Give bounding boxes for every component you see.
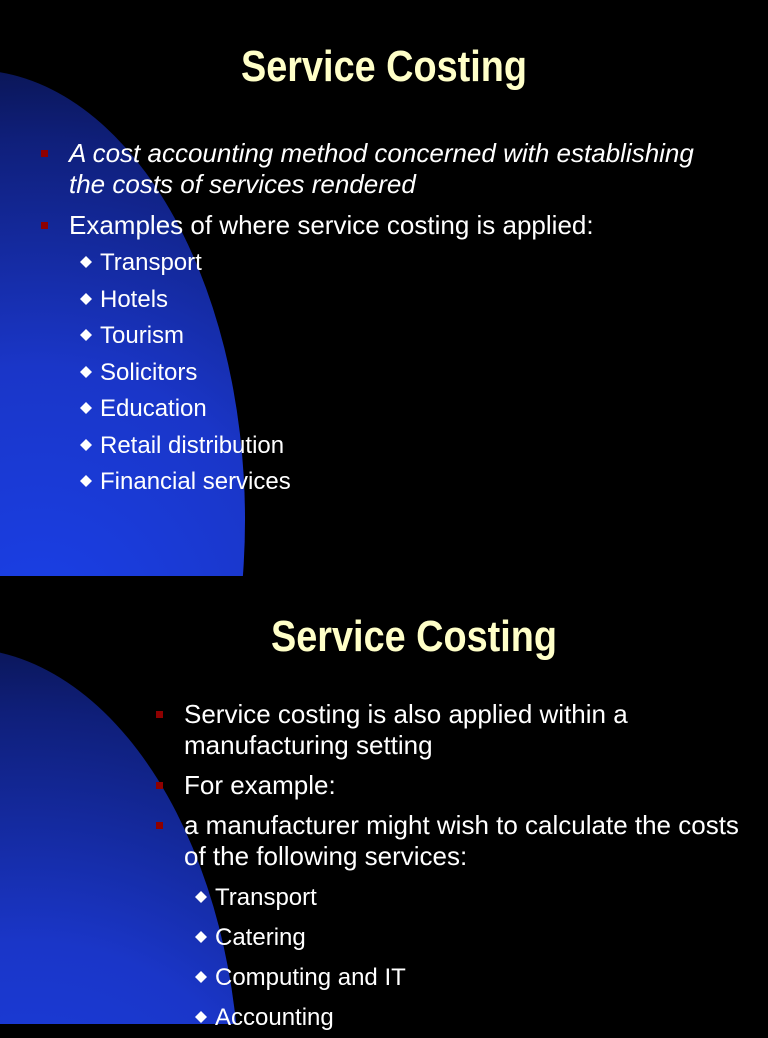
diamond-bullet-icon: [195, 931, 207, 943]
sub-item-text: Financial services: [100, 468, 291, 495]
sub-item: [196, 998, 744, 1038]
diamond-bullet-icon: [195, 971, 207, 983]
bullet-text: a manufacturer might wish to calculate the costs of the following services:: [184, 810, 739, 871]
square-bullet-icon: [156, 782, 163, 789]
sub-item: [81, 428, 709, 465]
bullet-item: [184, 699, 744, 761]
sub-item-text: Tourism: [100, 322, 185, 349]
square-bullet-icon: [41, 222, 48, 229]
diamond-bullet-icon: [80, 329, 92, 341]
sub-item: [81, 464, 709, 501]
sub-item-text: Transport: [215, 884, 317, 911]
square-bullet-icon: [156, 822, 163, 829]
sub-item: [196, 958, 744, 998]
square-bullet-icon: [156, 711, 163, 718]
bullet-text: Service costing is also applied within a manufacturing setting: [184, 699, 628, 760]
sub-item: [81, 282, 709, 319]
slide-2-body: [184, 699, 744, 1038]
sub-list: [81, 245, 709, 501]
slide-title: Service Costing: [240, 42, 528, 91]
diamond-bullet-icon: [195, 891, 207, 903]
slide-1-body: [69, 138, 709, 501]
bullet-text: Examples of where service costing is applied:: [69, 210, 594, 240]
bullet-item: [184, 770, 744, 801]
sub-item: [81, 391, 709, 428]
bullet-text: A cost accounting method concerned with establishing the costs of services rendered: [69, 138, 694, 199]
diamond-bullet-icon: [80, 365, 92, 377]
sub-item-text: Education: [100, 395, 207, 422]
diamond-bullet-icon: [80, 292, 92, 304]
sub-item: [196, 918, 744, 958]
sub-item: [196, 878, 744, 918]
sub-list: [196, 878, 744, 1038]
sub-item: [81, 245, 709, 282]
bullet-item: [184, 810, 744, 872]
sub-item-text: Transport: [100, 249, 202, 276]
sub-item-text: Hotels: [100, 285, 169, 313]
sub-item-text: Catering: [215, 924, 306, 951]
diamond-bullet-icon: [80, 256, 92, 268]
slide-title: Service Costing: [270, 612, 558, 661]
diamond-bullet-icon: [195, 1011, 207, 1023]
diamond-bullet-icon: [80, 475, 92, 487]
sub-item: [81, 318, 709, 355]
bullet-item: [69, 210, 709, 241]
sub-item-text: Solicitors: [100, 358, 198, 386]
diamond-bullet-icon: [80, 438, 92, 450]
bullet-item: [69, 138, 709, 200]
sub-item-text: Retail distribution: [100, 431, 285, 459]
sub-item-text: Accounting: [215, 1004, 334, 1031]
sub-item-text: Computing and IT: [215, 964, 406, 991]
sub-item: [81, 355, 709, 392]
square-bullet-icon: [41, 150, 48, 157]
diamond-bullet-icon: [80, 402, 92, 414]
bullet-text: For example:: [184, 770, 336, 800]
